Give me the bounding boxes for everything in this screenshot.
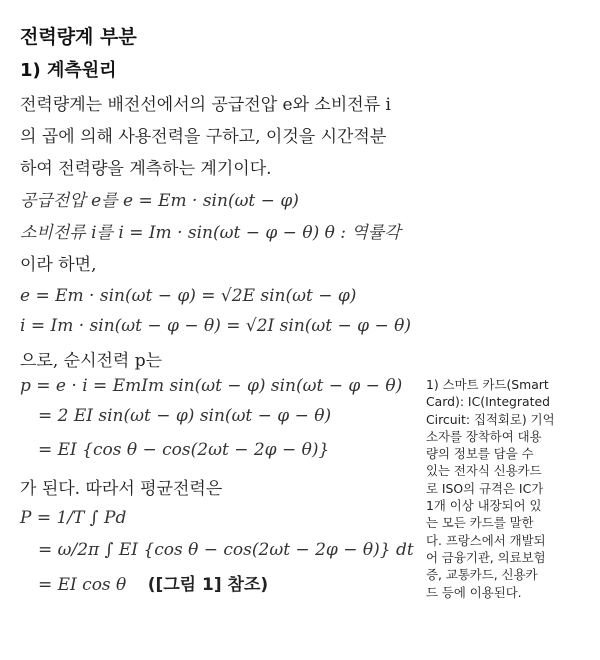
sidenote-line: 로 ISO의 규격은 IC가 <box>426 480 544 496</box>
equation-line: P = 1/T ∫ Pd <box>20 508 127 528</box>
equation-line: = EI {cos θ − cos(2ωt − 2φ − θ)} <box>38 440 330 460</box>
sidenote-line: 량의 정보를 담을 수 <box>426 446 534 462</box>
sidenote-line: 소자를 장착하여 대용 <box>426 428 542 444</box>
body-line: 가 된다. 따라서 평균전력은 <box>20 479 223 499</box>
equation-line: 소비전류 i를 i = Im · sin(ωt − φ − θ) θ : 역률각 <box>20 223 401 243</box>
subsection-heading: 1) 계측원리 <box>20 60 117 81</box>
sidenote-line: 1) 스마트 카드(Smart <box>426 377 549 392</box>
sidenote <box>426 376 576 601</box>
sidenote-line: 증, 교통카드, 신용카 <box>426 567 538 583</box>
equation-line: p = e · i = EmIm sin(ωt − φ) sin(ωt − φ − θ) <box>20 376 403 396</box>
sidenote-line: 드 등에 이용된다. <box>426 584 522 600</box>
sidenote-line: 어 금융기관, 의료보험 <box>426 549 546 565</box>
body-line: 의 곱에 의해 사용전력을 구하고, 이것을 시간적분 <box>20 127 387 147</box>
sidenote-line: 다. 프랑스에서 개발되 <box>426 532 546 548</box>
equation-line: 공급전압 e를 e = Em · sin(ωt − φ) <box>20 191 299 211</box>
body-line: 전력량계는 배전선에서의 공급전압 e와 소비전류 i <box>20 95 391 115</box>
equation-text: = EI cos θ <box>38 575 127 595</box>
figure-reference: ([그림 1] 참조) <box>147 575 269 595</box>
sidenote-line: Circuit: 집적회로) 기억 <box>426 411 555 427</box>
equation-line: i = Im · sin(ωt − φ − θ) = √2I sin(ωt − φ − θ) <box>20 316 411 336</box>
body-line: 하여 전력량을 계측하는 계기이다. <box>20 159 272 179</box>
equation-line: = 2 EI sin(ωt − φ) sin(ωt − φ − θ) <box>38 406 332 426</box>
equation-line-final <box>38 570 268 595</box>
body-line: 으로, 순시전력 p는 <box>20 351 163 371</box>
section-heading: 전력량계 부분 <box>20 26 137 48</box>
sidenote-line: 있는 전자식 신용카드 <box>426 463 542 479</box>
sidenote-line: 1개 이상 내장되어 있 <box>426 498 542 514</box>
sidenote-line: 는 모든 카드를 말한 <box>426 515 534 531</box>
equation-line: = ω/2π ∫ EI {cos θ − cos(2ωt − 2φ − θ)} dt <box>38 540 414 560</box>
body-line: 이라 하면, <box>20 255 97 275</box>
sidenote-line: Card): IC(Integrated <box>426 394 550 410</box>
equation-line: e = Em · sin(ωt − φ) = √2E sin(ωt − φ) <box>20 286 357 306</box>
